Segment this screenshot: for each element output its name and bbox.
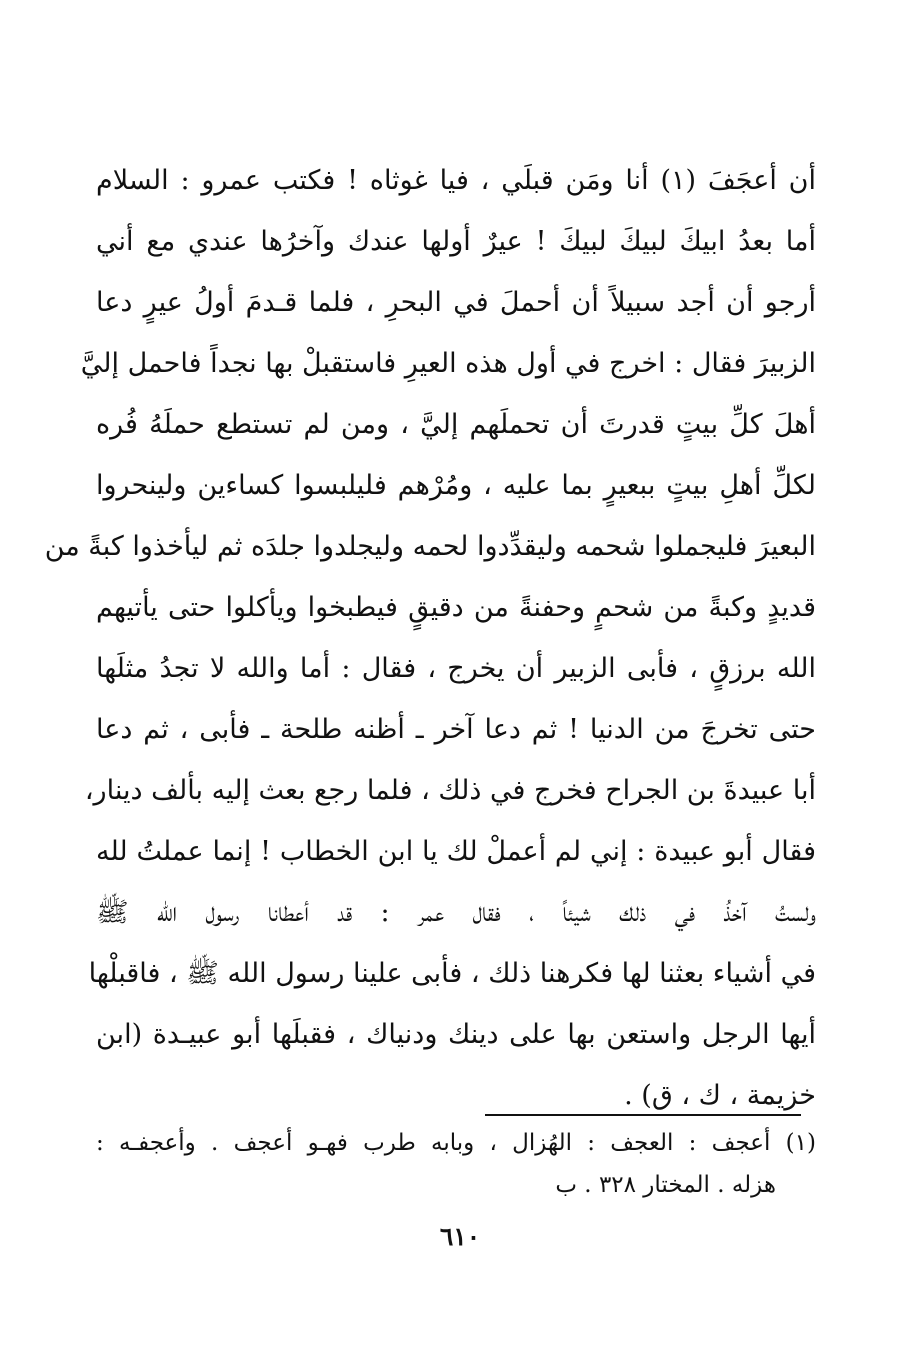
text-line: خزيمة ، ك ، ق) .	[624, 1080, 816, 1111]
text-line: الله برزقٍ ، فأبى الزبير أن يخرج ، فقال : أما والله لا تجدُ مثلَها	[96, 653, 816, 684]
footnote-separator	[485, 1114, 801, 1116]
text-line: فقال أبو عبيدة : إني لم أعملْ لك يا ابن الخطاب ! إنما عملتُ لله	[96, 836, 816, 867]
text-line: الزبيرَ فقال : اخرج في أول هذه العيرِ فاستقبلْ بها نجداً فاحمل إليَّ	[80, 348, 816, 379]
text-line: أبا عبيدةَ بن الجراح فخرج في ذلك ، فلما رجع بعث إليه بألف دينار،	[84, 775, 816, 806]
text-line: حتى تخرجَ من الدنيا ! ثم دعا آخر ـ أظنه طلحة ـ فأبى ، ثم دعا	[96, 714, 816, 745]
footnote-line: هزله . المختار ٣٢٨ . ب	[555, 1172, 776, 1198]
text-line: أما بعدُ ابيكَ لبيكَ لبيكَ ! عيرٌ أولها عندك وآخرُها عندي مع أني	[96, 226, 816, 257]
text-line: البعيرَ فليجملوا شحمه وليقدِّدوا لحمه وليجلدوا جلدَه ثم ليأخذوا كبةً من	[44, 531, 816, 562]
text-line: لكلِّ أهلِ بيتٍ ببعيرٍ بما عليه ، ومُرْهم فليلبسوا كساءين ولينحروا	[96, 470, 816, 501]
text-line: أيها الرجل واستعن بها على دينك ودنياك ، فقبلَها أبو عبيـدة (ابن	[96, 1019, 816, 1050]
text-line: أن أعجَفَ (١) أنا ومَن قبلَي ، فيا غوثاه ! فكتب عمرو : السلام	[96, 165, 816, 196]
main-text	[44, 150, 816, 1126]
footnote	[96, 1122, 816, 1206]
page-number: ٦١٠	[439, 1222, 481, 1251]
footnote-line: (١) أعجف : العجف : الهُزال ، وبابه طرب فهـو أعجف . وأعجفـه :	[96, 1130, 816, 1156]
text-line: أهلَ كلِّ بيتٍ قدرتَ أن تحملَهم إليَّ ، ومن لم تستطع حملَهُ فُره	[96, 409, 816, 440]
text-line: أرجو أن أجد سبيلاً أن أحملَ في البحرِ ، فلما قـدمَ أولُ عيرٍ دعا	[96, 287, 816, 318]
text-line: في أشياء بعثنا لها فكرهنا ذلك ، فأبى علينا رسول الله ﷺ ، فاقبلْها	[88, 958, 816, 989]
text-line: ولستُ آخذُ في ذلك شيئاً ، فقال عمر : قد أعطانا رسول الله ﷺ	[96, 897, 816, 928]
text-line: قديدٍ وكبةً من شحمٍ وحفنةً من دقيقٍ فيطبخوا ويأكلوا حتى يأتيهم	[96, 592, 816, 623]
